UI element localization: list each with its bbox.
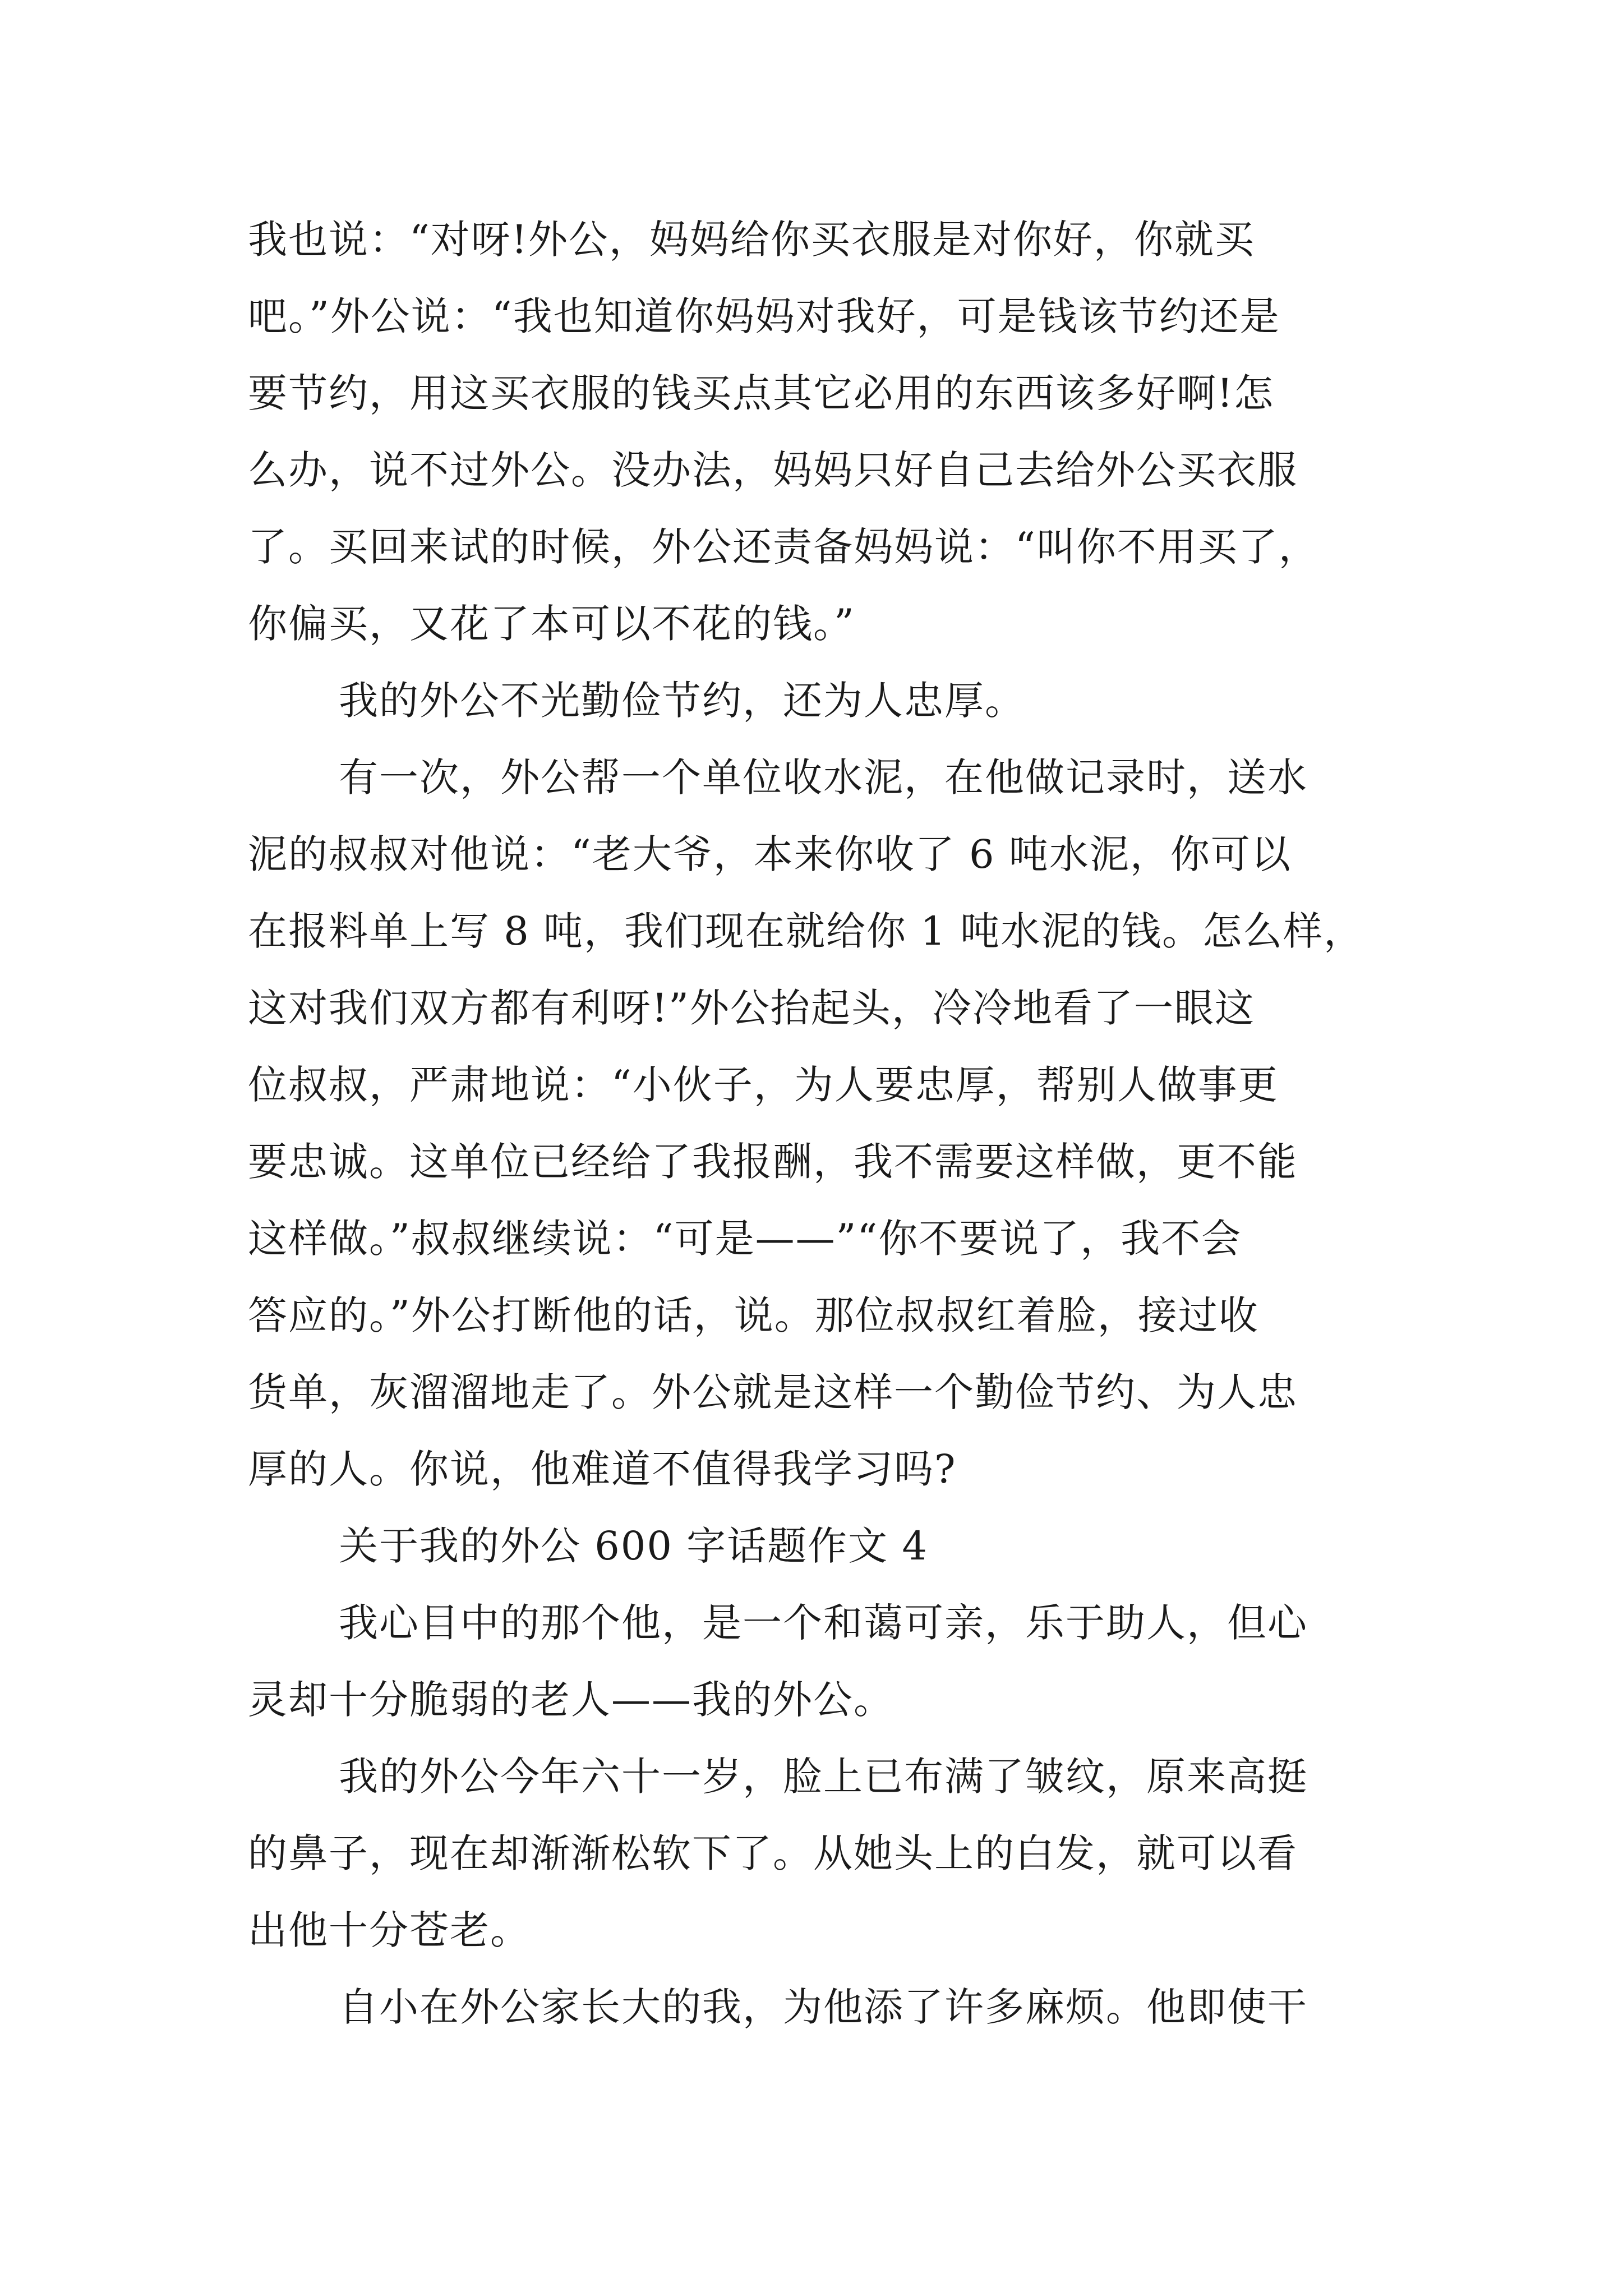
paragraph-first-line: 我的外公今年六十一岁，脸上已布满了皱纹，原来高挺 bbox=[339, 1754, 1308, 1800]
text-line: 出他十分苍老。 bbox=[248, 1907, 531, 1953]
text-line: 这对我们双方都有利呀!”外公抬起头，冷冷地看了一眼这 bbox=[248, 985, 1255, 1031]
paragraph-first-line: 我的外公不光勤俭节约，还为人忠厚。 bbox=[339, 678, 1025, 724]
text-line: 位叔叔，严肃地说：“小伙子，为人要忠厚，帮别人做事更 bbox=[248, 1062, 1279, 1108]
text-line: 要节约，用这买衣服的钱买点其它必用的东西该多好啊!怎 bbox=[248, 370, 1275, 416]
text-line: 你偏买，又花了本可以不花的钱。” bbox=[248, 601, 855, 647]
text-line: 吧。”外公说：“我也知道你妈妈对我好，可是钱该节约还是 bbox=[248, 293, 1280, 339]
text-line: 在报料单上写 8 吨，我们现在就给你 1 吨水泥的钱。怎么样， bbox=[248, 908, 1364, 954]
text-line: 我也说：“对呀!外公，妈妈给你买衣服是对你好，你就买 bbox=[248, 217, 1255, 263]
text-line: 厚的人。你说，他难道不值得我学习吗? bbox=[248, 1446, 957, 1492]
text-line: 货单，灰溜溜地走了。外公就是这样一个勤俭节约、为人忠 bbox=[248, 1369, 1298, 1415]
text-line: 答应的。”外公打断他的话，说。那位叔叔红着脸，接过收 bbox=[248, 1292, 1259, 1338]
paragraph-first-line: 自小在外公家长大的我，为他添了许多麻烦。他即使干 bbox=[339, 1984, 1308, 2030]
text-line: 泥的叔叔对他说：“老大爷，本来你收了 6 吨水泥，你可以 bbox=[248, 831, 1292, 877]
text-line: 了。买回来试的时候，外公还责备妈妈说：“叫你不用买了， bbox=[248, 524, 1319, 570]
paragraph-first-line: 有一次，外公帮一个单位收水泥，在他做记录时，送水 bbox=[339, 754, 1308, 800]
paragraph-first-line: 我心目中的那个他，是一个和蔼可亲，乐于助人，但心 bbox=[339, 1600, 1308, 1646]
text-line: 的鼻子，现在却渐渐松软下了。从她头上的白发，就可以看 bbox=[248, 1830, 1298, 1876]
section-heading: 关于我的外公 600 字话题作文 4 bbox=[339, 1523, 928, 1569]
text-line: 要忠诚。这单位已经给了我报酬，我不需要这样做，更不能 bbox=[248, 1139, 1298, 1185]
text-line: 这样做。”叔叔继续说：“可是——”“你不要说了，我不会 bbox=[248, 1216, 1242, 1262]
text-line: 灵却十分脆弱的老人——我的外公。 bbox=[248, 1677, 894, 1723]
text-line: 么办，说不过外公。没办法，妈妈只好自己去给外公买衣服 bbox=[248, 447, 1298, 493]
